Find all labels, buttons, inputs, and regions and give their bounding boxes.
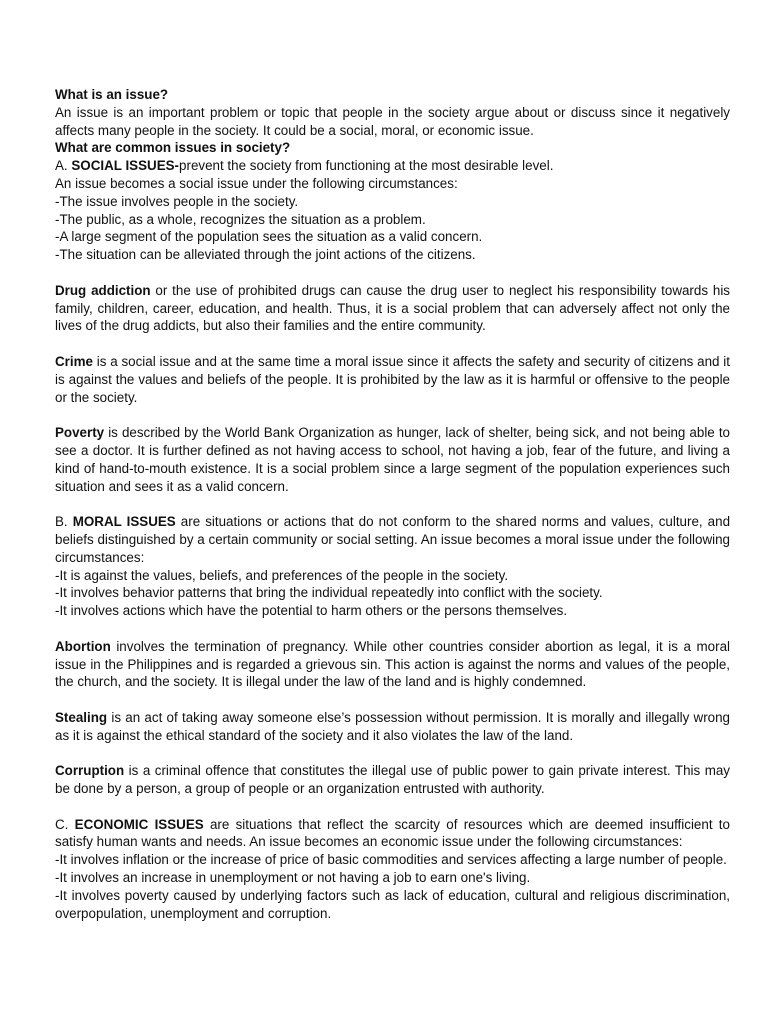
social-issue-criterion: -The situation can be alleviated through the joint actions of the citizens. <box>55 247 476 263</box>
economic-issue-criterion: -It involves an increase in unemployment or not having a job to earn one's living. <box>55 870 531 886</box>
crime-paragraph: Crime is a social issue and at the same time a moral issue since it affects the safety and security of citizens and it is against the values and beliefs of the people. It is prohibited by the law as it is harmful or offensive to the people or the society. <box>55 353 730 405</box>
social-issue-criterion: -A large segment of the population sees the situation as a valid concern. <box>55 229 483 245</box>
corruption-paragraph: Corruption is a criminal offence that constitutes the illegal use of public power to gain private interest. This may be done by a person, a group of people or an organization entrusted with authority. <box>55 763 730 797</box>
abortion-paragraph: Abortion involves the termination of pregnancy. While other countries consider abortion as legal, it is a moral issue in the Philippines and is regarded a grievous sin. This action is against the norms and values of the people, the church, and the society. It is illegal under the law of the land and is highly condemned. <box>55 638 730 690</box>
stealing-paragraph: Stealing is an act of taking away someone else’s possession without permission. It is morally and illegally wrong as it is against the ethical standard of the society and it also violates the law of the land. <box>55 709 730 743</box>
economic-issue-criterion: -It involves poverty caused by underlying factors such as lack of education, cultural and religious discrimination, overpopulation, unemployment and corruption. <box>55 887 730 921</box>
moral-issue-criterion: -It is against the values, beliefs, and preferences of the people in the society. <box>55 567 509 583</box>
moral-issue-criterion: -It involves behavior patterns that bring the individual repeatedly into conflict with the society. <box>55 585 603 601</box>
drug-addiction-paragraph: Drug addiction or the use of prohibited drugs can cause the drug user to neglect his responsibility towards his family, children, career, education, and health. Thus, it is a social problem that can adversely affect not only the lives of the drug addicts, but also their families and the entire community. <box>55 282 730 334</box>
social-issues-heading: A. SOCIAL ISSUES-prevent the society from functioning at the most desirable level. <box>55 158 554 174</box>
economic-issue-criterion: -It involves inflation or the increase of price of basic commodities and services affecting a large number of people. <box>55 852 727 868</box>
moral-issue-criterion: -It involves actions which have the potential to harm others or the persons themselves. <box>55 603 568 619</box>
document-page <box>55 86 730 922</box>
moral-issues-heading: B. MORAL ISSUES are situations or actions that do not conform to the shared norms and values, culture, and beliefs distinguished by a certain community or social setting. An issue becomes a moral issue under the following circumstances: <box>55 514 731 565</box>
poverty-paragraph: Poverty is described by the World Bank Organization as hunger, lack of shelter, being sick, and not being able to see a doctor. It is further defined as not having access to school, not having a job, fear of the future, and living a kind of hand-to-mouth existence. It is a social problem since a large segment of the population experiences such situation and sees it as a valid concern. <box>55 425 730 494</box>
social-issue-criterion: -The public, as a whole, recognizes the situation as a problem. <box>55 211 426 227</box>
economic-issues-heading: C. ECONOMIC ISSUES are situations that reflect the scarcity of resources which are deemed insufficient to satisfy human wants and needs. An issue becomes an economic issue under the following circumstances: <box>55 816 730 850</box>
issue-definition: An issue is an important problem or topic that people in the society argue about or discuss since it negatively affects many people in the society. It could be a social, moral, or economic issue. <box>55 104 730 138</box>
social-issues-lead: An issue becomes a social issue under the following circumstances: <box>55 175 458 191</box>
question-what-is-issue: What is an issue? <box>55 87 169 102</box>
question-common-issues: What are common issues in society? <box>55 140 291 156</box>
social-issue-criterion: -The issue involves people in the society. <box>55 193 299 209</box>
